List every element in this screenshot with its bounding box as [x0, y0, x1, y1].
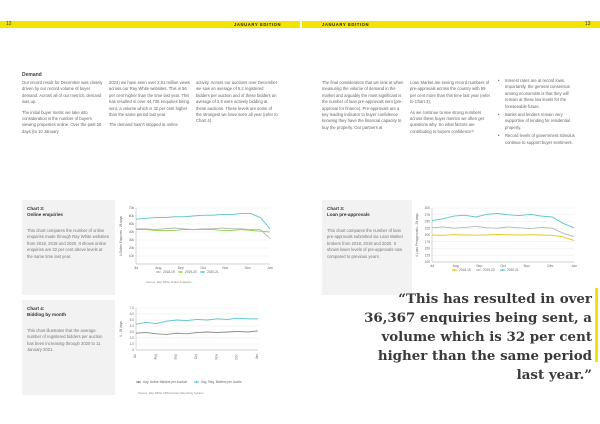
- legend-label: 2018-19: [163, 270, 175, 275]
- y-tick-label: 175: [424, 239, 430, 244]
- chart-online-enquiries: [116, 200, 282, 290]
- legend-label: Avg. Reg. Bidders per Auctio: [201, 380, 242, 385]
- legend-marker: [196, 381, 198, 383]
- y-tick-label: 1.0: [129, 342, 134, 347]
- legend-label: 2018-19: [459, 268, 471, 273]
- list-item: • Interest rates are at record lows. Importantly, the general consensus among economists is that they will remain at these low levels for the foreseeable future.: [498, 78, 582, 110]
- chart-svg: [116, 300, 282, 410]
- paragraph: Our record result for December was closely driven by our record volume of buyer demand. Across all of our metrics, demand was up.: [22, 80, 103, 105]
- y-tick-label: 60k: [128, 214, 134, 219]
- right-page-number: 13: [585, 21, 591, 27]
- left-edition-label: JANUARY EDITION: [234, 22, 282, 27]
- quote-accent-bar: [595, 288, 598, 362]
- legend-label: 2019-20: [483, 268, 495, 273]
- paragraph: The initial buyer metric we take into consideration is the number of buyers viewing properties online. Over the past 28 days (to 10 January: [22, 109, 102, 134]
- x-tick-label: Jan: [267, 266, 273, 270]
- y-tick-label: 300: [424, 206, 430, 211]
- x-tick-label: Nov: [214, 354, 219, 360]
- x-tick-label: Aug: [155, 266, 162, 270]
- legend-label: 2020-21: [207, 270, 219, 275]
- legend-marker: [180, 271, 182, 273]
- y-tick-label: 10k: [128, 254, 134, 259]
- legend-label: 2020-21: [507, 268, 519, 273]
- y-tick-label: 30k: [128, 238, 134, 243]
- chart-source: Source: Ray White Online Analytics: [146, 280, 192, 284]
- list-item: • Banks and lenders remain very supportive of lending for residential property.: [498, 112, 582, 131]
- legend-marker: [502, 269, 504, 271]
- demand-col1: [22, 80, 104, 139]
- x-tick-label: Oct: [194, 354, 198, 359]
- x-tick-label: Jul: [429, 264, 435, 268]
- series-line: [432, 213, 574, 227]
- y-tick-label: 50k: [128, 222, 134, 227]
- y-axis-label: # - 28 days: [119, 321, 123, 337]
- series-line: [136, 230, 270, 232]
- x-tick-label: Jan: [571, 264, 577, 268]
- x-tick-label: Dec: [244, 266, 251, 270]
- y-tick-label: 225: [424, 226, 430, 231]
- y-tick-label: 7.0: [129, 306, 134, 311]
- right-col2: [410, 80, 492, 139]
- chart-title: Online enquiries: [27, 212, 63, 217]
- legend-marker: [202, 271, 204, 273]
- x-tick-label: Aug: [153, 354, 158, 360]
- y-tick-label: 6.0: [129, 312, 134, 317]
- y-tick-label: 125: [424, 253, 430, 258]
- section-title-demand: Demand: [22, 72, 42, 78]
- x-tick-label: Aug: [452, 264, 459, 268]
- chart-source: Source: Ray White CRM Auction Reporting System: [138, 391, 204, 395]
- x-tick-label: Jan: [255, 354, 259, 360]
- paragraph: activity. Across our auctions over December we saw an average of 5.2 registered bidders per auction and of these bidders an average of 2.5 were actively bidding at these auctions. These levels are some of the strongest we have seen all year (refer to Chart 4).: [196, 80, 278, 124]
- y-tick-label: 200: [424, 233, 430, 238]
- paragraph: Loan Market are seeing record numbers of pre-approvals across the country with 69 per cent more than this time last year (refer to Chart 3).: [410, 80, 491, 105]
- y-tick-label: 40k: [128, 230, 134, 235]
- x-tick-label: Oct: [200, 266, 206, 270]
- chart-description: This chart compares the number of online enquiries made through Ray White websites from 2018, 2019 and 2020. It shows online enquiries are 32 per cent above levels at the same time last year.: [27, 228, 109, 259]
- right-edition-label: JANUARY EDITION: [322, 22, 370, 27]
- legend-marker: [478, 269, 480, 271]
- y-tick-label: 250: [424, 219, 430, 224]
- x-tick-label: Sep: [476, 264, 483, 268]
- chart-online-enquiries-panel: [22, 200, 115, 295]
- chart-label: Chart 3:: [27, 206, 45, 211]
- pull-quote: “This has resulted in over 36,367 enquiries being sent, a volume which is 32 per cent higher than the same period last year.”: [364, 291, 592, 383]
- y-axis-label: # Online Enquiries - 28 days: [119, 215, 123, 257]
- y-axis-label: # Loan Preapprovals - 28 days: [415, 213, 419, 257]
- series-line: [136, 331, 258, 335]
- y-tick-label: 0: [132, 348, 134, 353]
- right-col1: [322, 80, 404, 135]
- y-tick-label: 5.0: [129, 318, 134, 323]
- x-tick-label: Dec: [547, 264, 554, 268]
- y-tick-label: 3.0: [129, 330, 134, 335]
- paragraph: The demand hasn't stopped at online: [109, 122, 178, 128]
- chart-svg: [116, 200, 282, 290]
- chart-loan-preapprovals-panel: [322, 200, 412, 295]
- chart-label: Chart 4:: [27, 306, 45, 311]
- chart-description: This chart compares the number of loan pre-approvals submitted via Loan Market brokers from 2018, 2019 and 2020. It shows lower levels of pre-approvals now compared to previous years.: [327, 228, 403, 259]
- y-tick-label: 2.0: [129, 336, 134, 341]
- y-tick-label: 100: [424, 260, 430, 265]
- paragraph: As we continue to see strong numbers across these buyer metrics we often get questions why. So what factors are contributing to buyers confidence?: [410, 109, 485, 134]
- y-tick-label: 4.0: [129, 324, 134, 329]
- x-tick-label: Jul: [133, 266, 139, 270]
- x-tick-label: Dec: [234, 354, 239, 360]
- chart-title: Bidding by month: [27, 312, 67, 317]
- chart-bidding-by-month: [116, 300, 282, 410]
- legend-label: Avg. Active Bidders per Auction: [143, 380, 188, 385]
- x-tick-label: Oct: [500, 264, 506, 268]
- chart-loan-preapprovals: [412, 200, 584, 280]
- demand-col2: [109, 80, 191, 133]
- chart-bidding-panel: [22, 300, 115, 395]
- x-tick-label: Nov: [523, 264, 530, 268]
- y-tick-label: 20k: [128, 246, 134, 251]
- x-tick-label: Nov: [222, 266, 229, 270]
- x-tick-label: Sep: [173, 354, 178, 360]
- legend-marker: [454, 269, 456, 271]
- y-tick-label: 150: [424, 246, 430, 251]
- x-tick-label: Jul: [133, 354, 137, 359]
- paragraph: 2023) we have seen over 2.81 million views across our Ray White websites. This is 56 per cent higher than the time last year. This has resulted in over 44,726 enquiries being sent, a volume which is 32 per cent higher than the same period last year.: [109, 80, 191, 118]
- legend-label: 2019-20: [185, 270, 197, 275]
- chart-label: Chart 3:: [327, 206, 345, 211]
- paragraph: The final consideration that we look at when measuring the volume of demand in the market and arguably the most significant is the number of loan pre-approvals sent (pre-approval for finance). Pre-approvals are a key leading indicator to buyer confidence knowing they have the financial capacity to buy the property. Our partners at: [322, 80, 404, 130]
- y-tick-label: 275: [424, 212, 430, 217]
- left-page-number: 12: [6, 21, 12, 27]
- chart-description: This chart illustrates that the average number of registered bidders per auction has been increasing through 2020 to 11 January 2021.: [27, 328, 103, 353]
- demand-col3: [196, 80, 278, 129]
- chart-title: Loan pre-approvals: [327, 212, 370, 217]
- series-line: [136, 318, 258, 324]
- legend-marker: [138, 381, 140, 383]
- legend-marker: [158, 271, 160, 273]
- series-line: [432, 234, 574, 240]
- factors-list: [498, 78, 582, 148]
- list-item: • Record levels of government stimulus continue to support buyer sentiment.: [498, 133, 582, 146]
- x-tick-label: Sep: [177, 266, 184, 270]
- chart-svg: [412, 200, 584, 280]
- y-tick-label: 70k: [128, 206, 134, 211]
